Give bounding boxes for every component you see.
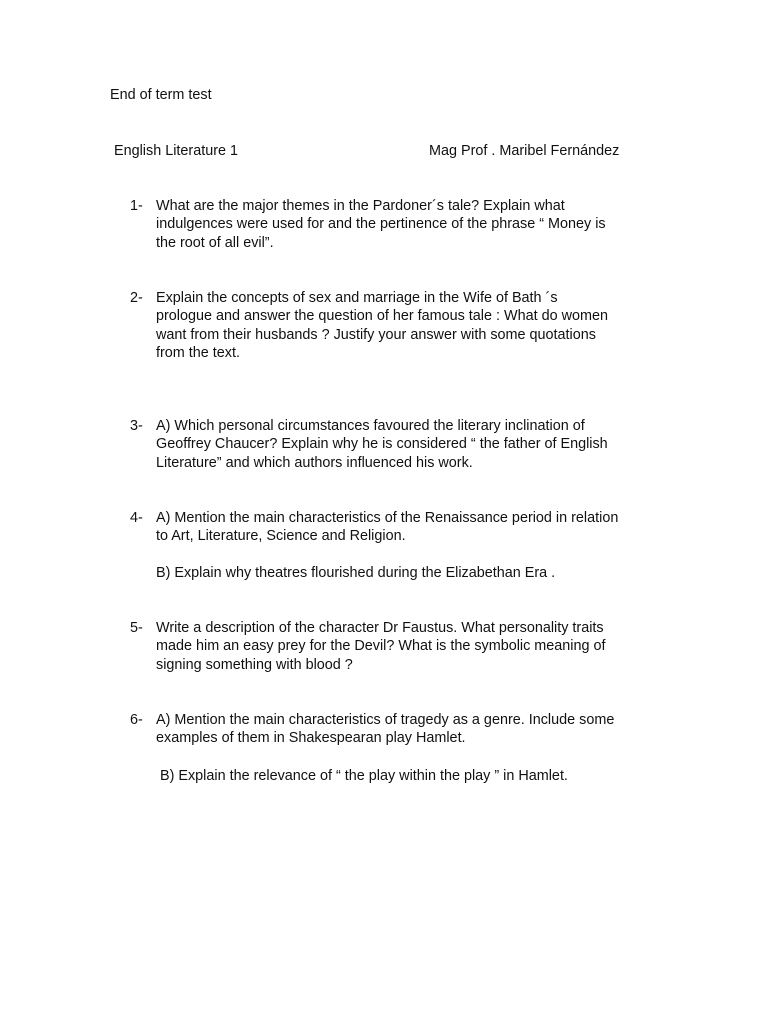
question-text-line: prologue and answer the question of her famous tale : What do women xyxy=(156,308,608,325)
question-number: 5- xyxy=(130,620,143,636)
question-text-line: signing something with blood ? xyxy=(156,656,353,673)
question-text-line: the root of all evil”. xyxy=(156,234,274,251)
question-number: 6- xyxy=(130,712,143,728)
question-number: 3- xyxy=(130,418,143,434)
question-text-line: What are the major themes in the Pardoner´s tale? Explain what xyxy=(156,198,565,214)
teacher-name: Mag Prof . Maribel Fernández xyxy=(429,143,620,159)
question-number: 4- xyxy=(130,510,143,526)
course-name: English Literature 1 xyxy=(114,143,238,159)
question-number: 2- xyxy=(130,290,143,306)
question-text-line: want from their husbands ? Justify your answer with some quotations xyxy=(156,326,596,343)
document-title: End of term test xyxy=(110,87,212,103)
question-part-b: B) Explain why theatres flourished during the Elizabethan Era . xyxy=(156,565,556,581)
question-text-line: Literature” and which authors influenced his work. xyxy=(156,454,473,471)
question-part-b: B) Explain the relevance of “ the play within the play ” in Hamlet. xyxy=(160,768,568,784)
question-text-line: A) Mention the main characteristics of tragedy as a genre. Include some xyxy=(156,712,615,728)
question-text-line: made him an easy prey for the Devil? What is the symbolic meaning of xyxy=(156,638,606,655)
question-number: 1- xyxy=(130,198,143,214)
question-text-line: to Art, Literature, Science and Religion. xyxy=(156,528,406,545)
question-text-line: indulgences were used for and the pertinence of the phrase “ Money is xyxy=(156,216,606,233)
question-text-line: A) Which personal circumstances favoured the literary inclination of xyxy=(156,418,585,434)
question-text-line: Geoffrey Chaucer? Explain why he is considered “ the father of English xyxy=(156,436,608,453)
question-text-line: from the text. xyxy=(156,344,240,361)
question-text-line: Write a description of the character Dr Faustus. What personality traits xyxy=(156,620,604,636)
question-text-line: Explain the concepts of sex and marriage in the Wife of Bath ´s xyxy=(156,290,558,306)
question-text-line: A) Mention the main characteristics of the Renaissance period in relation xyxy=(156,510,619,526)
question-text-line: examples of them in Shakespearan play Hamlet. xyxy=(156,730,466,747)
